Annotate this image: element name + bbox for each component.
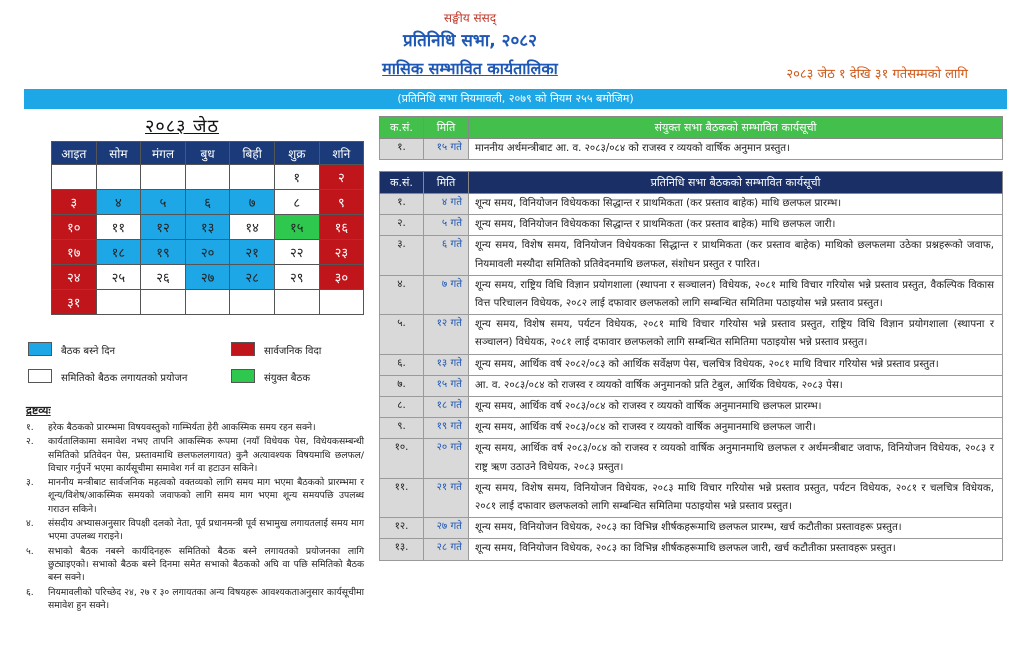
day-cell: २५ (96, 265, 141, 290)
day-cell: १७ (52, 240, 97, 265)
row-serial: १. (380, 139, 424, 160)
note-item (26, 421, 364, 434)
note-text: हरेक बैठकको प्रारम्भमा विषयवस्तुको गाम्भिर्यता हेरी आकस्मिक समय रहन सक्ने। (48, 422, 316, 433)
day-cell: ५ (141, 190, 186, 215)
col-serial: क.सं. (380, 172, 424, 194)
table-row (380, 439, 1003, 478)
row-serial: १२. (380, 518, 424, 539)
row-date: १२ गते (424, 315, 469, 354)
row-date: ७ गते (424, 275, 469, 314)
house-table-body (380, 194, 1003, 561)
calendar-week (52, 290, 364, 315)
day-cell (230, 165, 275, 190)
row-agenda: शून्य समय, विशेष समय, विनियोजन विधेयकका सिद्धान्त र प्राथमिकता (कर प्रस्ताव बाहेक) माथिको छलफलमा उठेका प्रश्नहरूको जवाफ, नियमावली मस्यौदा समितिको प्रतिवेदनमाथि छलफल, संशोधन प्रस्तुत र पारित। (469, 236, 1003, 275)
legend-swatch-white (28, 369, 52, 383)
row-date: १३ गते (424, 354, 469, 375)
calendar-title: २०८३ जेठ (145, 116, 219, 137)
legend-label: बैठक बस्ने दिन (61, 346, 116, 357)
note-item (26, 435, 364, 475)
day-cell: २९ (274, 265, 319, 290)
row-date: १८ गते (424, 397, 469, 418)
day-cell: २२ (274, 240, 319, 265)
house-table-header (380, 172, 1003, 194)
org-name: सङ्घीय संसद् (443, 11, 497, 25)
note-number: २. (26, 436, 34, 448)
col-date: मिति (424, 172, 469, 194)
calendar-week (52, 190, 364, 215)
row-agenda: शून्य समय, विशेष समय, पर्यटन विधेयक, २०८१ माथि विचार गरियोस भन्ने प्रस्ताव प्रस्तुत, राष्ट्रिय विधि विज्ञान प्रयोगशाला (स्थापना र सञ्चालन) विधेयक, २०८१ लाई दफावार छलफलको लागि सम्बन्धित समितिमा पठाइयोस भन्ने प्रस्ताव प्रस्तुत। (469, 315, 1003, 354)
row-agenda: शून्य समय, विनियोजन विधेयकका सिद्धान्त र प्राथमिकता (कर प्रस्ताव बाहेक) माथि छलफल जारी। (469, 215, 1003, 236)
row-serial: ९. (380, 418, 424, 439)
row-date: ४ गते (424, 194, 469, 215)
weekday-cell: शुक्र (274, 142, 319, 165)
day-cell: १० (52, 215, 97, 240)
day-cell: ४ (96, 190, 141, 215)
col-date: मिति (424, 117, 469, 139)
weekday-cell: बुध (185, 142, 230, 165)
day-cell (96, 290, 141, 315)
legend-swatch-blue (28, 342, 52, 356)
row-agenda: शून्य समय, विशेष समय, विनियोजन विधेयक, २०८३ माथि विचार गरियोस भन्ने प्रस्ताव प्रस्तुत, पर्यटन विधेयक, २०८१ र चलचित्र विधेयक, २०८१ लाई दफावार छलफलको लागि सम्बन्धित समितिमा पठाइयोस भन्ने प्रस्ताव प्रस्तुत। (469, 478, 1003, 517)
table-row (380, 539, 1003, 560)
table-row (380, 275, 1003, 314)
note-text: नियमावलीको परिच्छेद २४, २७ र ३० लगायतका अन्य विषयहरू आवश्यकताअनुसार कार्यसूचीमा समावेश हुन सक्ने। (48, 586, 364, 611)
weekday-cell: सोम (96, 142, 141, 165)
day-cell (230, 290, 275, 315)
rule-banner: (प्रतिनिधि सभा नियमावली, २०७९ को नियम २५५ बमोजिम) (24, 89, 1007, 109)
notes-title: द्रष्टव्यः (26, 404, 51, 417)
notes-section (26, 403, 364, 613)
row-agenda: शून्य समय, आर्थिक वर्ष २०८३/०८४ को राजस्व र व्ययको वार्षिक अनुमानमाथि छलफल प्रारम्भ। (469, 397, 1003, 418)
note-text: सभाको बैठक नबस्ने कार्यदिनहरू समितिको बैठक बस्ने लगायतको प्रयोजनका लागि छुट्याइएको। सभाको बैठक बस्ने दिनमा समेत सभाको बैठकको अघि वा पछि समितिको बैठक बस्न सक्ने। (48, 545, 364, 584)
day-cell: १ (274, 165, 319, 190)
row-agenda: आ. व. २०८३/०८४ को राजस्व र व्ययको वार्षिक अनुमानको प्रति टेबुल, आर्थिक विधेयक, २०८३ पेस। (469, 375, 1003, 396)
note-item (26, 517, 364, 544)
calendar-week (52, 215, 364, 240)
day-cell: १३ (185, 215, 230, 240)
notes-list (26, 421, 364, 612)
table-row (380, 397, 1003, 418)
day-cell: २ (319, 165, 364, 190)
row-serial: ७. (380, 375, 424, 396)
row-agenda: शून्य समय, आर्थिक वर्ष २०८२/०८३ को आर्थिक सर्वेक्षण पेस, चलचित्र विधेयक, २०८१ माथि विचार गरियोस भन्ने प्रस्ताव प्रस्तुत। (469, 354, 1003, 375)
joint-agenda-table (379, 116, 1003, 160)
day-cell: २० (185, 240, 230, 265)
note-number: १. (26, 422, 34, 433)
row-date: १५ गते (424, 375, 469, 396)
table-row (380, 478, 1003, 517)
calendar-week (52, 240, 364, 265)
house-agenda-table (379, 171, 1003, 561)
day-cell: ७ (230, 190, 275, 215)
note-number: ३. (26, 477, 34, 489)
col-serial: क.सं. (380, 117, 424, 139)
note-number: ४. (26, 518, 34, 530)
table-row (380, 215, 1003, 236)
table-row (380, 354, 1003, 375)
row-date: १५ गते (424, 139, 469, 160)
table-row (380, 315, 1003, 354)
row-serial: ५. (380, 315, 424, 354)
day-cell (141, 165, 186, 190)
row-date: ५ गते (424, 215, 469, 236)
row-serial: २. (380, 215, 424, 236)
day-cell: ३१ (52, 290, 97, 315)
table-row (380, 139, 1003, 160)
row-serial: १०. (380, 439, 424, 478)
table-row (380, 194, 1003, 215)
day-cell: ३० (319, 265, 364, 290)
row-date: १९ गते (424, 418, 469, 439)
day-cell: ६ (185, 190, 230, 215)
row-date: २० गते (424, 439, 469, 478)
note-number: ६. (26, 586, 34, 598)
day-cell: ३ (52, 190, 97, 215)
legend-swatch-red (231, 342, 255, 356)
subtitle-text: मासिक सम्भावित कार्यतालिका (382, 59, 558, 78)
day-cell (96, 165, 141, 190)
weekday-row (52, 142, 364, 165)
note-item (26, 545, 364, 585)
row-serial: ४. (380, 275, 424, 314)
row-date: २७ गते (424, 518, 469, 539)
day-cell (141, 290, 186, 315)
note-number: ५. (26, 545, 34, 557)
row-agenda: शून्य समय, विनियोजन विधेयकका सिद्धान्त र प्राथमिकता (कर प्रस्ताव बाहेक) माथि छलफल प्रारम्भ। (469, 194, 1003, 215)
day-cell (52, 165, 97, 190)
table-row (380, 236, 1003, 275)
date-range: २०८३ जेठ १ देखि ३१ गतेसम्मको लागि (786, 67, 968, 82)
day-cell (185, 290, 230, 315)
day-cell: २१ (230, 240, 275, 265)
note-item (26, 476, 364, 516)
row-date: २१ गते (424, 478, 469, 517)
row-serial: ११. (380, 478, 424, 517)
row-agenda: माननीय अर्थमन्त्रीबाट आ. व. २०८३/०८४ को राजस्व र व्ययको वार्षिक अनुमान प्रस्तुत। (469, 139, 1003, 160)
note-text: माननीय मन्त्रीबाट सार्वजनिक महत्वको वक्तव्यको लागि समय माग भएमा बैठकको प्रारम्भमा र शून्य/विशेष/आकस्मिक समयको जवाफको लागि समय माग भएमा शून्य समयपछि उपलब्ध गराउन सकिने। (48, 477, 364, 515)
day-cell (274, 290, 319, 315)
note-text: संसदीय अभ्यासअनुसार विपक्षी दलको नेता, पूर्व प्रधानमन्त्री पूर्व सभामुख लगायतलाई समय माग भएमा उपलब्ध गराइने। (48, 518, 364, 543)
day-cell: २७ (185, 265, 230, 290)
day-cell: १६ (319, 215, 364, 240)
table-row (380, 518, 1003, 539)
note-text: कार्यतालिकामा समावेश नभए तापनि आकस्मिक रूपमा (नयाँ विधेयक पेस, विधेयकसम्बन्धी समितिको प्रतिवेदन पेस, प्रस्तावमाथि छलफललगायत) कुनै अत्यावश्यक विषयमाथि छलफल/विचार गर्नुपर्ने भएमा कार्यसूचीमा समावेश गर्न वा हटाउन सकिने। (48, 436, 364, 474)
row-serial: १. (380, 194, 424, 215)
calendar-body (52, 165, 364, 315)
month-calendar (51, 141, 364, 315)
joint-table-body (380, 139, 1003, 160)
row-serial: ३. (380, 236, 424, 275)
row-date: ६ गते (424, 236, 469, 275)
weekday-cell: शनि (319, 142, 364, 165)
weekday-cell: मंगल (141, 142, 186, 165)
row-agenda: शून्य समय, आर्थिक वर्ष २०८३/०८४ को राजस्व र व्ययको वार्षिक अनुमानमाथि छलफल जारी। (469, 418, 1003, 439)
day-cell: २८ (230, 265, 275, 290)
legend-label: सार्वजनिक विदा (264, 346, 322, 357)
note-item (26, 586, 364, 613)
legend-label: समितिको बैठक लगायतको प्रयोजन (61, 373, 188, 384)
joint-table-header (380, 117, 1003, 139)
row-date: २८ गते (424, 539, 469, 560)
day-cell: ९ (319, 190, 364, 215)
row-agenda: शून्य समय, राष्ट्रिय विधि विज्ञान प्रयोगशाला (स्थापना र सञ्चालन) विधेयक, २०८१ माथि विचार गरियोस भन्ने प्रस्ताव प्रस्तुत, वैकल्पिक विकास वित्त परिचालन विधेयक, २०८२ लाई दफावार छलफलको लागि सम्बन्धित समितिमा पठाइयोस भन्ने प्रस्ताव प्रस्तुत। (469, 275, 1003, 314)
weekday-cell: आइत (52, 142, 97, 165)
day-cell: १२ (141, 215, 186, 240)
row-agenda: शून्य समय, विनियोजन विधेयक, २०८३ का विभिन्न शीर्षकहरूमाथि छलफल जारी, खर्च कटौतीका प्रस्तावहरू प्रस्तुत। (469, 539, 1003, 560)
day-cell: २३ (319, 240, 364, 265)
col-agenda: प्रतिनिधि सभा बैठकको सम्भावित कार्यसूची (469, 172, 1003, 194)
day-cell (185, 165, 230, 190)
page-title: प्रतिनिधि सभा, २०८२ (403, 31, 537, 51)
day-cell: १९ (141, 240, 186, 265)
table-row (380, 418, 1003, 439)
day-cell: १५ (274, 215, 319, 240)
day-cell: १८ (96, 240, 141, 265)
legend-swatch-green (231, 369, 255, 383)
day-cell: ११ (96, 215, 141, 240)
row-agenda: शून्य समय, आर्थिक वर्ष २०८३/०८४ को राजस्व र व्ययको वार्षिक अनुमानमाथि छलफल र अर्थमन्त्रीबाट जवाफ, विनियोजन विधेयक, २०८३ र राष्ट्र ऋण उठाउने विधेयक, २०८३ प्रस्तुत। (469, 439, 1003, 478)
row-agenda: शून्य समय, विनियोजन विधेयक, २०८३ का विभिन्न शीर्षकहरूमाथि छलफल प्रारम्भ, खर्च कटौतीका प्रस्तावहरू प्रस्तुत। (469, 518, 1003, 539)
day-cell: ८ (274, 190, 319, 215)
row-serial: ६. (380, 354, 424, 375)
weekday-cell: बिही (230, 142, 275, 165)
day-cell: १४ (230, 215, 275, 240)
day-cell: २४ (52, 265, 97, 290)
calendar-week (52, 265, 364, 290)
row-serial: १३. (380, 539, 424, 560)
col-agenda: संयुक्त सभा बैठकको सम्भावित कार्यसूची (469, 117, 1003, 139)
row-serial: ८. (380, 397, 424, 418)
legend-label: संयुक्त बैठक (264, 373, 310, 384)
table-row (380, 375, 1003, 396)
calendar-week (52, 165, 364, 190)
day-cell (319, 290, 364, 315)
day-cell: २६ (141, 265, 186, 290)
